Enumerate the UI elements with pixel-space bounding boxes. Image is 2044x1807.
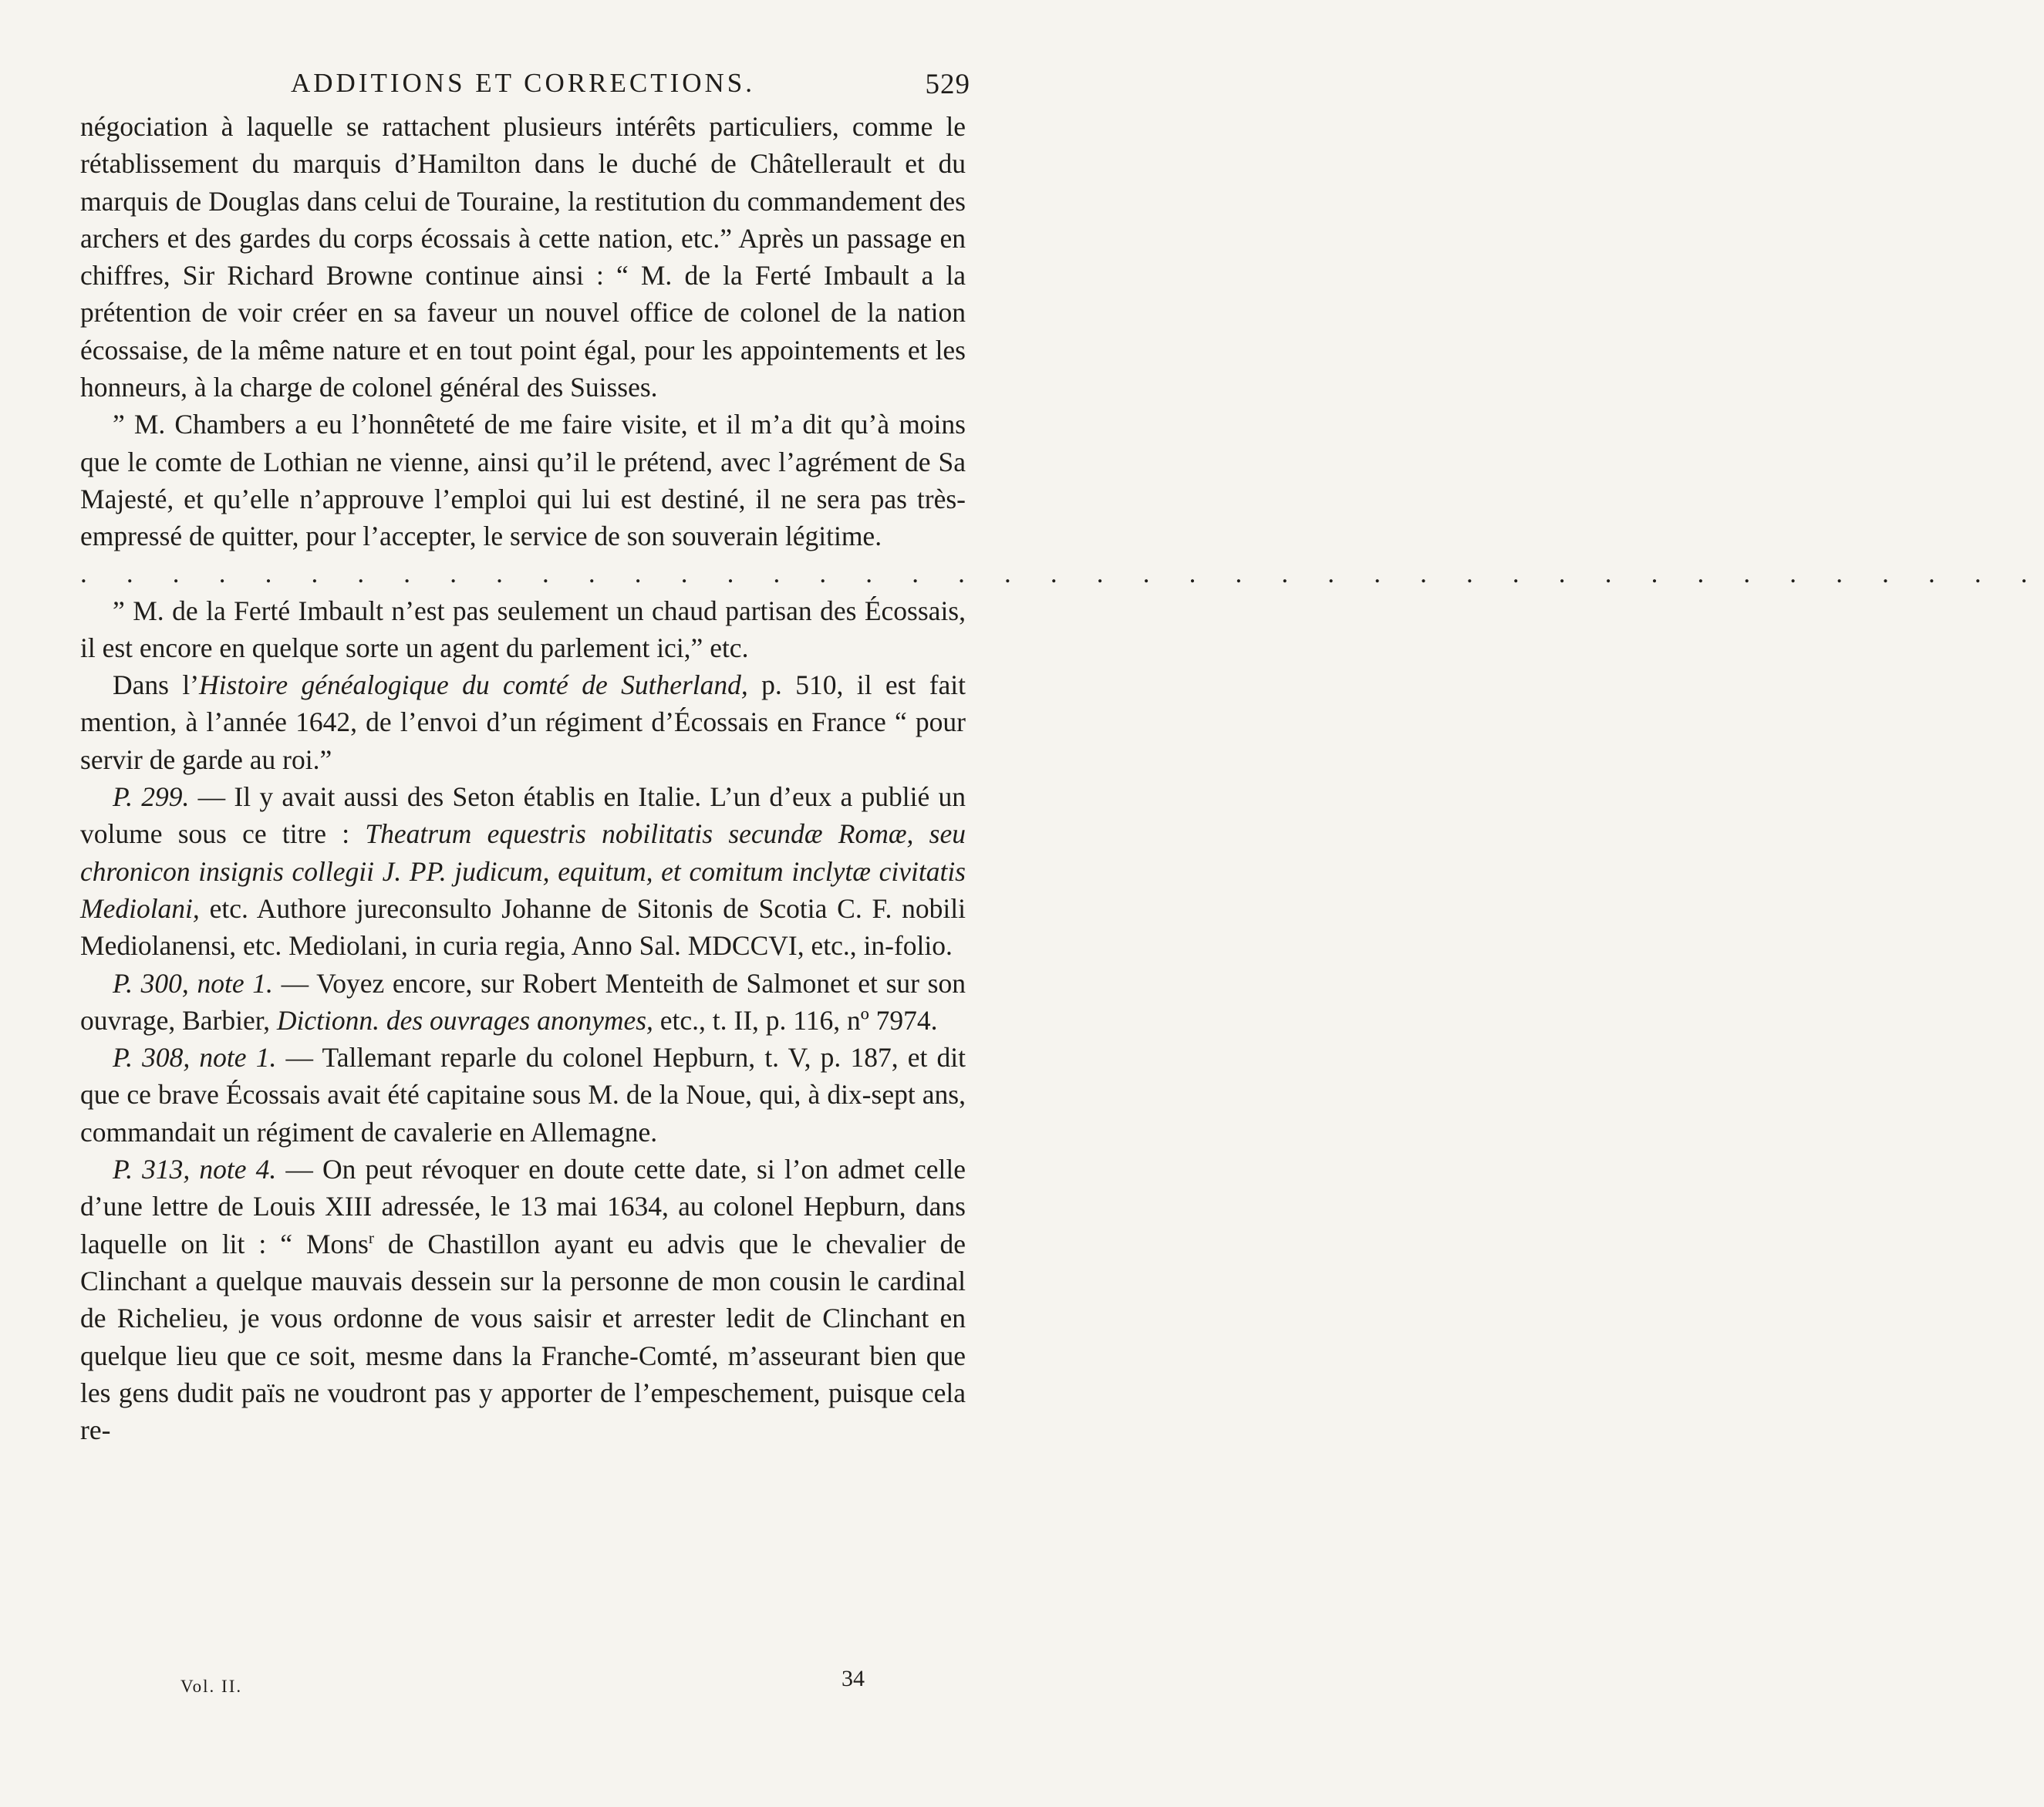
paragraph-8-post: de Chastillon ayant eu advis que le chevalier de Clinchant a quelque mauvais dessein sur la personne de mon cousin le cardinal de Richelieu, je vous ordonne de vous saisir et arrester ledit de Clinchant en quelque lieu que ce soit, mesme dans la Franche-Comté, m’asseurant bien que les gens dudit païs ne voudront pas y apporter de l’empeschement, puisque cela re-	[80, 1228, 966, 1446]
page-header	[80, 68, 970, 108]
paragraph-2: ” M. Chambers a eu l’honnêteté de me faire visite, et il m’a dit qu’à moins que le comte de Lothian ne vienne, ainsi qu’il le prétend, avec l’agrément de Sa Majesté, et qu’elle n’approuve l’emploi qui lui est destiné, il ne sera pas très-empressé de quitter, pour l’accepter, le service de son souverain légitime.	[80, 409, 966, 552]
page-number: 529	[925, 69, 970, 100]
paragraph-7	[80, 1039, 966, 1151]
page-reference-299: P. 299.	[113, 781, 190, 813]
paragraph-5	[80, 778, 966, 964]
page-reference-308: P. 308, note 1.	[113, 1042, 277, 1074]
paragraph-7-post: — Tallemant reparle du colonel Hepburn, t. V, p. 187, et dit que ce brave Écossais avait été capitaine sous M. de la Noue, qui, à dix-sept ans, commandait un régiment de cavalerie en Allemagne.	[80, 1042, 966, 1148]
body-text	[80, 108, 2044, 1448]
paragraph-5-pre: — Il y avait aussi des Seton établis en Italie. L’un d’eux a publié un volume sous ce titre :	[80, 781, 966, 850]
page-reference-300: P. 300, note 1.	[113, 967, 273, 999]
page-reference-313: P. 313, note 4.	[113, 1154, 277, 1185]
paragraph-1: négociation à laquelle se rattachent plusieurs intérêts particuliers, comme le rétablissement du marquis d’Hamilton dans le duché de Châtellerault et du marquis de Douglas dans celui de Touraine, la restitution du commandement des archers et des gardes du corps écossais à cette nation, etc.” Après un passage en chiffres, Sir Richard Browne continue ainsi : “ M. de la Ferté Imbault a la prétention de voir créer en sa faveur un nouvel office de colonel de la nation écossaise, de la même nature et en tout point égal, pour les appointements et les honneurs, à la charge de colonel général des Suisses.	[80, 111, 966, 403]
paragraph-6	[80, 965, 966, 1040]
paragraph-4-post: p. 510, il est fait mention, à l’année 1642, de l’envoi d’un régiment d’Écossais en France “ pour servir de garde au roi.”	[80, 669, 966, 775]
paragraph-5-post: etc. Authore jureconsulto Johanne de Sitonis de Scotia C. F. nobili Mediolanensi, etc. Mediolani, in curia regia, Anno Sal. MDCCVI, etc., in-folio.	[80, 892, 966, 962]
signature-mark: 34	[842, 1666, 865, 1691]
paragraph-8	[80, 1151, 966, 1448]
book-title-sutherland: Histoire généalogique du comté de Sutherland,	[199, 669, 748, 701]
paragraph-4	[80, 666, 966, 778]
ellipsis-divider: . . . . . . . . . . . . . . . . . . . . . . . . . . . . . . . . . . . . . . . . . . .	[80, 558, 2044, 588]
superscript-r: r	[368, 1228, 374, 1247]
volume-label: Vol. II.	[180, 1677, 243, 1696]
book-title-dictionn: Dictionn. des ouvrages anonymes,	[276, 1004, 653, 1036]
paragraph-3: ” M. de la Ferté Imbault n’est pas seulement un chaud partisan des Écossais, il est encore en quelque sorte un agent du parlement ici,” etc.	[80, 595, 966, 663]
paragraph-8-pre: — On peut révoquer en doute cette date, si l’on admet celle d’une lettre de Louis XIII adressée, le 13 mai 1634, au colonel Hepburn, dans laquelle on lit : “ Mons	[80, 1154, 966, 1259]
running-title: ADDITIONS ET CORRECTIONS.	[291, 68, 755, 98]
paragraph-4-pre: Dans l’	[113, 669, 200, 701]
paragraph-6-post: etc., t. II, p. 116, nº 7974.	[653, 1004, 938, 1036]
book-page	[80, 68, 2044, 1448]
book-title-theatrum: Theatrum equestris nobilitatis secundæ Romæ, seu chronicon insignis collegii J. PP. judicum, equitum, et comitum inclytæ civitatis Mediolani,	[80, 818, 966, 924]
paragraph-6-pre: — Voyez encore, sur Robert Menteith de Salmonet et sur son ouvrage, Barbier,	[80, 967, 966, 1036]
